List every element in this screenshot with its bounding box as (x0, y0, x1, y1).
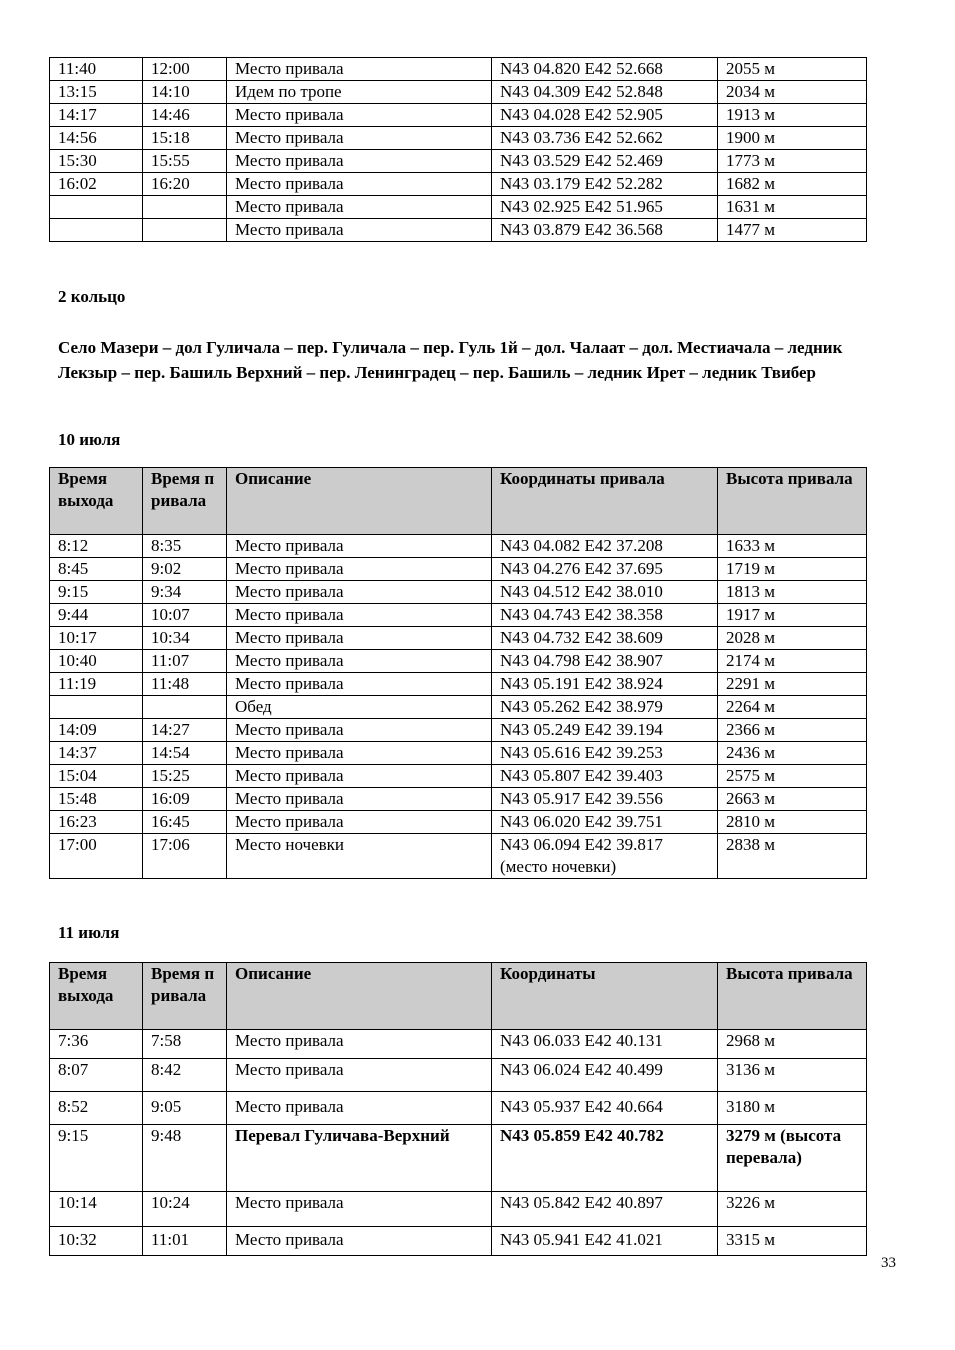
cell: Место привала (227, 581, 492, 604)
cell: 9:48 (143, 1125, 227, 1192)
cell: 15:18 (143, 127, 227, 150)
cell: Место привала (227, 1192, 492, 1227)
table-row (50, 196, 867, 219)
column-header: Описание (227, 468, 492, 535)
cell: Место привала (227, 150, 492, 173)
table-row (50, 765, 867, 788)
day2-date: 11 июля (58, 923, 120, 942)
table-row (50, 627, 867, 650)
cell: 8:35 (143, 535, 227, 558)
page-number: 33 (881, 1255, 896, 1271)
column-header: Высота привала (718, 963, 867, 1030)
cell: 1773 м (718, 150, 867, 173)
cell: 12:00 (143, 58, 227, 81)
cell: 9:05 (143, 1092, 227, 1125)
cell: 2028 м (718, 627, 867, 650)
cell: N43 06.033 E42 40.131 (492, 1030, 718, 1059)
cell: N43 05.807 E42 39.403 (492, 765, 718, 788)
cell: 1813 м (718, 581, 867, 604)
cell (143, 696, 227, 719)
cell: 1477 м (718, 219, 867, 242)
cell: 2575 м (718, 765, 867, 788)
cell: Место привала (227, 1227, 492, 1256)
cell: N43 04.820 E42 52.668 (492, 58, 718, 81)
cell: 10:40 (50, 650, 143, 673)
table-row (50, 811, 867, 834)
cell: 2174 м (718, 650, 867, 673)
table-row (50, 81, 867, 104)
cell: 11:40 (50, 58, 143, 81)
cell: 14:17 (50, 104, 143, 127)
cell: 16:09 (143, 788, 227, 811)
cell: 8:12 (50, 535, 143, 558)
cell: N43 02.925 E42 51.965 (492, 196, 718, 219)
cell: N43 04.512 E42 38.010 (492, 581, 718, 604)
cell: 10:34 (143, 627, 227, 650)
cell: N43 05.842 E42 40.897 (492, 1192, 718, 1227)
cell: 15:48 (50, 788, 143, 811)
cell: 1900 м (718, 127, 867, 150)
cell: N43 05.941 E42 41.021 (492, 1227, 718, 1256)
cell: 16:23 (50, 811, 143, 834)
cell: N43 06.094 E42 39.817 (место ночевки) (492, 834, 718, 879)
column-header: Описание (227, 963, 492, 1030)
cell (143, 196, 227, 219)
cell: 2810 м (718, 811, 867, 834)
table-row (50, 581, 867, 604)
table-row (50, 150, 867, 173)
cell: 1719 м (718, 558, 867, 581)
cell (50, 696, 143, 719)
cell: 2291 м (718, 673, 867, 696)
cell: Место привала (227, 173, 492, 196)
cell: Место привала (227, 742, 492, 765)
table-row (50, 604, 867, 627)
day1-date: 10 июля (58, 430, 121, 449)
cell: N43 05.937 E42 40.664 (492, 1092, 718, 1125)
cell: 14:37 (50, 742, 143, 765)
table-row (50, 834, 867, 879)
table-row (50, 535, 867, 558)
cell: N43 04.276 E42 37.695 (492, 558, 718, 581)
table-row (50, 1030, 867, 1059)
cell: 10:07 (143, 604, 227, 627)
cell: 1917 м (718, 604, 867, 627)
cell: N43 04.743 E42 38.358 (492, 604, 718, 627)
cell: 15:30 (50, 150, 143, 173)
cell: 17:00 (50, 834, 143, 879)
cell: Место привала (227, 58, 492, 81)
cell: N43 03.879 E42 36.568 (492, 219, 718, 242)
cell: N43 04.082 E42 37.208 (492, 535, 718, 558)
table-header-row (50, 468, 867, 535)
cell: 15:04 (50, 765, 143, 788)
table-row (50, 696, 867, 719)
cell: 8:52 (50, 1092, 143, 1125)
cell: 2034 м (718, 81, 867, 104)
cell: 16:45 (143, 811, 227, 834)
cell: 1913 м (718, 104, 867, 127)
table-row (50, 1192, 867, 1227)
cell: 8:42 (143, 1059, 227, 1092)
cell: 2663 м (718, 788, 867, 811)
table-row (50, 742, 867, 765)
cell: N43 05.262 E42 38.979 (492, 696, 718, 719)
cell: N43 05.191 E42 38.924 (492, 673, 718, 696)
cell: 9:15 (50, 581, 143, 604)
cell: 9:15 (50, 1125, 143, 1192)
cell: 2055 м (718, 58, 867, 81)
route-description: Село Мазери – дол Гуличала – пер. Гуличала – пер. Гуль 1й – дол. Чалаат – дол. Местиачала – ледник Лекзыр – пер. Башиль Верхний – пер. Ленинградец – пер. Башиль – ледник Ирет – ледник Твибер (58, 338, 843, 382)
cell: 17:06 (143, 834, 227, 879)
cell: 8:07 (50, 1059, 143, 1092)
cell: Место привала (227, 673, 492, 696)
cell: N43 03.736 E42 52.662 (492, 127, 718, 150)
cell: Место привала (227, 535, 492, 558)
table-row (50, 173, 867, 196)
cell: 2366 м (718, 719, 867, 742)
day2-table (49, 962, 867, 1256)
cell: 14:09 (50, 719, 143, 742)
cell: 1682 м (718, 173, 867, 196)
cell: 10:32 (50, 1227, 143, 1256)
table-row (50, 104, 867, 127)
table-row (50, 558, 867, 581)
cell: Место привала (227, 650, 492, 673)
cell: N43 06.020 E42 39.751 (492, 811, 718, 834)
cell: 7:58 (143, 1030, 227, 1059)
cell: N43 04.732 E42 38.609 (492, 627, 718, 650)
cell: Обед (227, 696, 492, 719)
cell: 2264 м (718, 696, 867, 719)
cell: 14:54 (143, 742, 227, 765)
cell: 9:34 (143, 581, 227, 604)
table-header-row (50, 963, 867, 1030)
column-header: Координаты привала (492, 468, 718, 535)
cell: Место привала (227, 765, 492, 788)
cell: Перевал Гуличава-Верхний (227, 1125, 492, 1192)
cell: 9:02 (143, 558, 227, 581)
cell: 2436 м (718, 742, 867, 765)
cell: 9:44 (50, 604, 143, 627)
cell: 1633 м (718, 535, 867, 558)
cell: N43 05.917 E42 39.556 (492, 788, 718, 811)
column-header: Время привала (143, 468, 227, 535)
cell: 2838 м (718, 834, 867, 879)
cell: 3279 м (высота перевала) (718, 1125, 867, 1192)
cell: 7:36 (50, 1030, 143, 1059)
continuation-table (49, 57, 867, 242)
column-header: Высота привала (718, 468, 867, 535)
cell: 3180 м (718, 1092, 867, 1125)
cell: 15:25 (143, 765, 227, 788)
cell: Место привала (227, 627, 492, 650)
day1-table (49, 467, 867, 879)
table-row (50, 58, 867, 81)
table-row (50, 673, 867, 696)
cell: 8:45 (50, 558, 143, 581)
column-header: Время привала (143, 963, 227, 1030)
cell: 3136 м (718, 1059, 867, 1092)
table-row (50, 1227, 867, 1256)
cell: N43 05.616 E42 39.253 (492, 742, 718, 765)
cell: 11:07 (143, 650, 227, 673)
cell: Место привала (227, 1030, 492, 1059)
cell: N43 06.024 E42 40.499 (492, 1059, 718, 1092)
cell: 14:27 (143, 719, 227, 742)
column-header: Координаты (492, 963, 718, 1030)
cell: Место привала (227, 719, 492, 742)
cell: Место привала (227, 196, 492, 219)
table-row (50, 788, 867, 811)
cell: N43 04.798 E42 38.907 (492, 650, 718, 673)
cell: 10:14 (50, 1192, 143, 1227)
cell: 16:02 (50, 173, 143, 196)
table-row (50, 127, 867, 150)
table-row (50, 1125, 867, 1192)
cell: N43 04.309 E42 52.848 (492, 81, 718, 104)
table-row (50, 719, 867, 742)
cell: 14:46 (143, 104, 227, 127)
cell: Идем по тропе (227, 81, 492, 104)
cell: Место ночевки (227, 834, 492, 879)
cell: 10:24 (143, 1192, 227, 1227)
table-row (50, 219, 867, 242)
cell: Место привала (227, 104, 492, 127)
cell: N43 03.529 E42 52.469 (492, 150, 718, 173)
cell (50, 219, 143, 242)
cell: Место привала (227, 788, 492, 811)
cell: 1631 м (718, 196, 867, 219)
cell: Место привала (227, 219, 492, 242)
section-heading: 2 кольцо (58, 287, 126, 306)
cell: N43 05.859 E42 40.782 (492, 1125, 718, 1192)
column-header: Время выхода (50, 468, 143, 535)
cell: 2968 м (718, 1030, 867, 1059)
cell (50, 196, 143, 219)
cell: 11:48 (143, 673, 227, 696)
cell: N43 03.179 E42 52.282 (492, 173, 718, 196)
cell: Место привала (227, 558, 492, 581)
table-row (50, 650, 867, 673)
cell: 16:20 (143, 173, 227, 196)
cell: 14:56 (50, 127, 143, 150)
cell: 13:15 (50, 81, 143, 104)
cell (143, 219, 227, 242)
cell: 11:19 (50, 673, 143, 696)
cell: 15:55 (143, 150, 227, 173)
column-header: Время выхода (50, 963, 143, 1030)
cell: Место привала (227, 127, 492, 150)
cell: Место привала (227, 1092, 492, 1125)
cell: 11:01 (143, 1227, 227, 1256)
cell: 10:17 (50, 627, 143, 650)
cell: N43 05.249 E42 39.194 (492, 719, 718, 742)
cell: 3315 м (718, 1227, 867, 1256)
cell: 14:10 (143, 81, 227, 104)
table-row (50, 1059, 867, 1092)
cell: Место привала (227, 811, 492, 834)
cell: N43 04.028 E42 52.905 (492, 104, 718, 127)
cell: 3226 м (718, 1192, 867, 1227)
cell: Место привала (227, 604, 492, 627)
table-row (50, 1092, 867, 1125)
cell: Место привала (227, 1059, 492, 1092)
